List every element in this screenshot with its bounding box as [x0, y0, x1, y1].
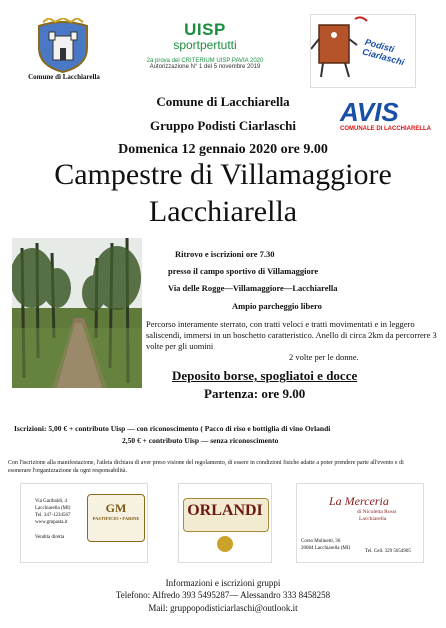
sponsor1-sale: Vendita diretta: [35, 535, 65, 540]
start-time-text: Partenza: ore 9.00: [204, 386, 306, 401]
gm-logo: [87, 494, 145, 542]
orlandi-seal-icon: [217, 536, 233, 552]
footer-phone: Telefono: Alfredo 393 5495287— Alessandro 333 8458258: [115, 590, 331, 600]
ritrovo-text: Ritrovo e iscrizioni ore 7.30: [175, 249, 275, 259]
merceria-city: Lacchiarella: [359, 516, 387, 522]
facilities-text: Deposito borse, spogliatoi e docce: [172, 368, 358, 383]
podisti-ciarlaschi-logo: [310, 14, 416, 88]
disclaimer-text: Con l'iscrizione alla manifestazione, l'atleta dichiara di aver preso visione del regolamento, di essere in condizioni fisiche adatte a poter prendere parte all'evento e di esonerare l'organizzazione da ogni responsabilità.: [8, 460, 404, 474]
fee-without-prize: 2,50 € + contributo Uisp — senza riconoscimento: [122, 436, 279, 445]
venue-text: presso il campo sportivo di Villamaggiore: [168, 266, 319, 276]
merceria-brand: La Merceria: [329, 494, 389, 508]
footer-email: Mail: gruppopodisticiarlaschi@outlook.it: [148, 603, 298, 613]
sponsor-gm-pastificio: [20, 483, 148, 563]
avis-subtitle: COMUNALE DI LACCHIARELLA: [340, 126, 431, 132]
event-date: Domenica 12 gennaio 2020 ore 9.00: [118, 142, 328, 157]
sponsor-orlandi: [178, 483, 272, 563]
course-description: Percorso interamente sterrato, con tratti veloci e tratti movimentati e in leggero saliscendi, immersi in un boschetto caratteristico. Anello di circa 2km da percorrere 3 volte per gli uomini: [146, 319, 437, 351]
orlandi-brand: ORLANDI: [187, 502, 263, 519]
merceria-address: Corso Mulinetti, 36: [301, 539, 341, 544]
gm-brand-sub: PASTIFICIO • FARINE: [92, 516, 140, 521]
event-title: Campestre di Villamaggiore: [54, 158, 392, 191]
forest-path-photo: [12, 238, 142, 388]
fee-with-prize: Iscrizioni: 5,00 € + contributo Uisp — con riconoscimento ( Pacco di riso e bottiglia di vino Orlandi: [14, 424, 331, 433]
avis-logo: [340, 98, 432, 140]
uisp-logo: [130, 20, 280, 70]
sponsor1-address2: Lacchiarella (MI): [35, 506, 71, 511]
address-text: Via delle Rogge—Villamaggiore—Lacchiarella: [168, 283, 338, 293]
footer-info-title: Informazioni e iscrizioni gruppi: [165, 578, 281, 588]
podisti-logo-text: Podisti Ciarlaschi: [361, 36, 406, 68]
course-description-women: 2 volte per le donne.: [289, 352, 359, 362]
sponsor1-phone: Tel. 347-1234567: [35, 513, 71, 518]
comune-caption: Comune di Lacchiarella: [28, 73, 100, 81]
sponsor1-address1: Via Garibaldi, 4: [35, 499, 68, 504]
merceria-phone: Tel. Cell. 329 5654905: [365, 549, 411, 554]
uisp-tagline: sportpertutti: [173, 38, 237, 52]
uisp-criterium-note: 2a prova del CRITERIUM UISP PAVIA 2020: [146, 58, 264, 64]
organizer-comune: Comune di Lacchiarella: [156, 94, 290, 109]
gm-brand: GM: [105, 501, 127, 515]
merceria-owner: di Nicoletta Rossi: [357, 509, 397, 515]
parking-text: Ampio parcheggio libero: [232, 301, 322, 311]
event-location-title: Lacchiarella: [148, 195, 298, 228]
merceria-address2: 20084 Lacchiarella (MI): [301, 546, 351, 551]
organizer-gruppo: Gruppo Podisti Ciarlaschi: [150, 118, 296, 133]
avis-brand: AVIS: [340, 97, 399, 127]
sponsor-la-merceria: [296, 483, 424, 563]
uisp-authorization-note: Autorizzazione N° 1 del 5 novembre 2019: [149, 64, 261, 70]
uisp-brand: UISP: [184, 20, 226, 39]
sponsor1-web: www.gmpasta.it: [35, 520, 68, 525]
